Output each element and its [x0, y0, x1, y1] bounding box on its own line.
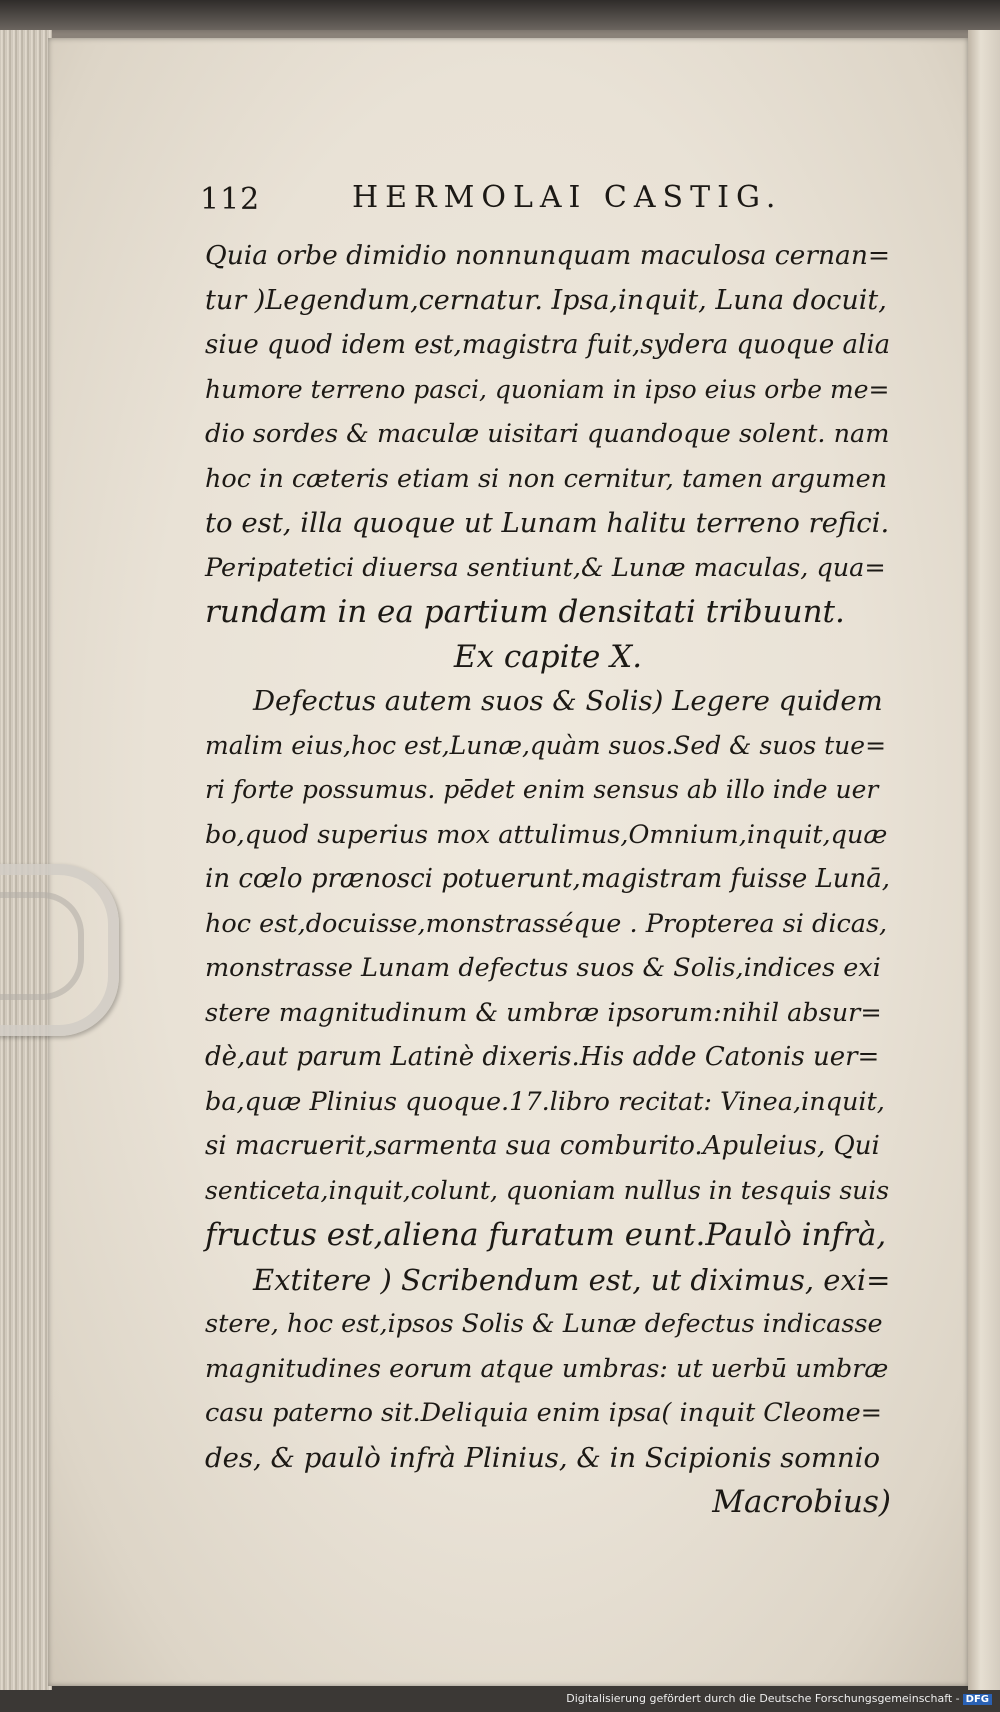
text-line: casu paterno sit.Deliquia enim ipsa( inquit Cleome=: [205, 1398, 883, 1428]
text-line: hoc in cæteris etiam si non cernitur, tamen argumen: [205, 463, 888, 494]
body-text: [205, 234, 891, 1525]
text-line: Extitere ) Scribendum est, ut diximus, exi=: [253, 1262, 891, 1297]
page-number: 112: [200, 182, 261, 217]
text-line: Peripatetici diuersa sentiunt,& Lunæ maculas, qua=: [205, 552, 886, 583]
text-line: Quia orbe dimidio nonnunquam maculosa cernan=: [205, 240, 891, 271]
text-line: malim eius,hoc est,Lunæ,quàm suos.Sed & suos tue=: [205, 730, 887, 760]
text-line: des, & paulò infrà Plinius, & in Scipionis somnio: [205, 1441, 880, 1474]
book-clip-inner-icon: [0, 892, 84, 1000]
text-line: magnitudines eorum atque umbras: ut uerbū umbræ: [205, 1353, 889, 1384]
dfg-logo: DFG: [963, 1694, 992, 1705]
credit-text: Digitalisierung gefördert durch die Deutsche Forschungsgemeinschaft -: [566, 1692, 960, 1705]
text-line: ba,quæ Plinius quoque.17.libro recitat: Vinea,inquit,: [205, 1086, 885, 1117]
text-line: si macruerit,sarmenta sua comburito.Apuleius, Qui: [205, 1131, 880, 1161]
text-line: in cœlo prænosci potuerunt,magistram fuisse Lunā,: [205, 864, 891, 894]
text-line: dè,aut parum Latinè dixeris.His adde Catonis uer=: [205, 1042, 880, 1072]
text-line: siue quod idem est,magistra fuit,sydera quoque alia: [205, 330, 891, 360]
facing-page-edge: [968, 30, 1000, 1690]
text-line: fructus est,aliena furatum eunt.Paulò infrà,: [205, 1217, 887, 1253]
running-title: HERMOLAI CASTIG.: [352, 180, 783, 215]
text-line: dio sordes & maculæ uisitari quandoque solent. nam: [205, 419, 890, 449]
catchword: Macrobius): [712, 1484, 891, 1520]
text-line: rundam in ea partium densitati tribuunt.: [205, 594, 845, 630]
text-line: tur )Legendum,cernatur. Ipsa,inquit, Luna docuit,: [205, 284, 887, 316]
page-header: [200, 180, 900, 226]
text-line: monstrasse Lunam defectus suos & Solis,indices exi: [205, 953, 881, 983]
section-heading: Ex capite X.: [453, 638, 643, 675]
text-line: ri forte possumus. pēdet enim sensus ab illo inde uer: [205, 775, 879, 804]
text-line: stere magnitudinum & umbræ ipsorum:nihil absur=: [205, 997, 882, 1028]
text-line: to est, illa quoque ut Lunam halitu terreno refici.: [205, 507, 890, 539]
text-line: bo,quod superius mox attulimus,Omnium,inquit,quæ: [205, 819, 888, 850]
text-line: senticeta,inquit,colunt, quoniam nullus in tesquis suis: [205, 1175, 890, 1205]
text-line: humore terreno pasci, quoniam in ipso eius orbe me=: [205, 374, 890, 404]
digitization-credit: [566, 1692, 992, 1705]
text-line: hoc est,docuisse,monstrasséque . Propterea si dicas,: [205, 908, 888, 939]
text-line: stere, hoc est,ipsos Solis & Lunæ defectus indicasse: [205, 1309, 883, 1339]
page-edges-left: [0, 30, 52, 1690]
text-line: Defectus autem suos & Solis) Legere quidem: [253, 685, 883, 717]
book-top-edge: [0, 0, 1000, 30]
